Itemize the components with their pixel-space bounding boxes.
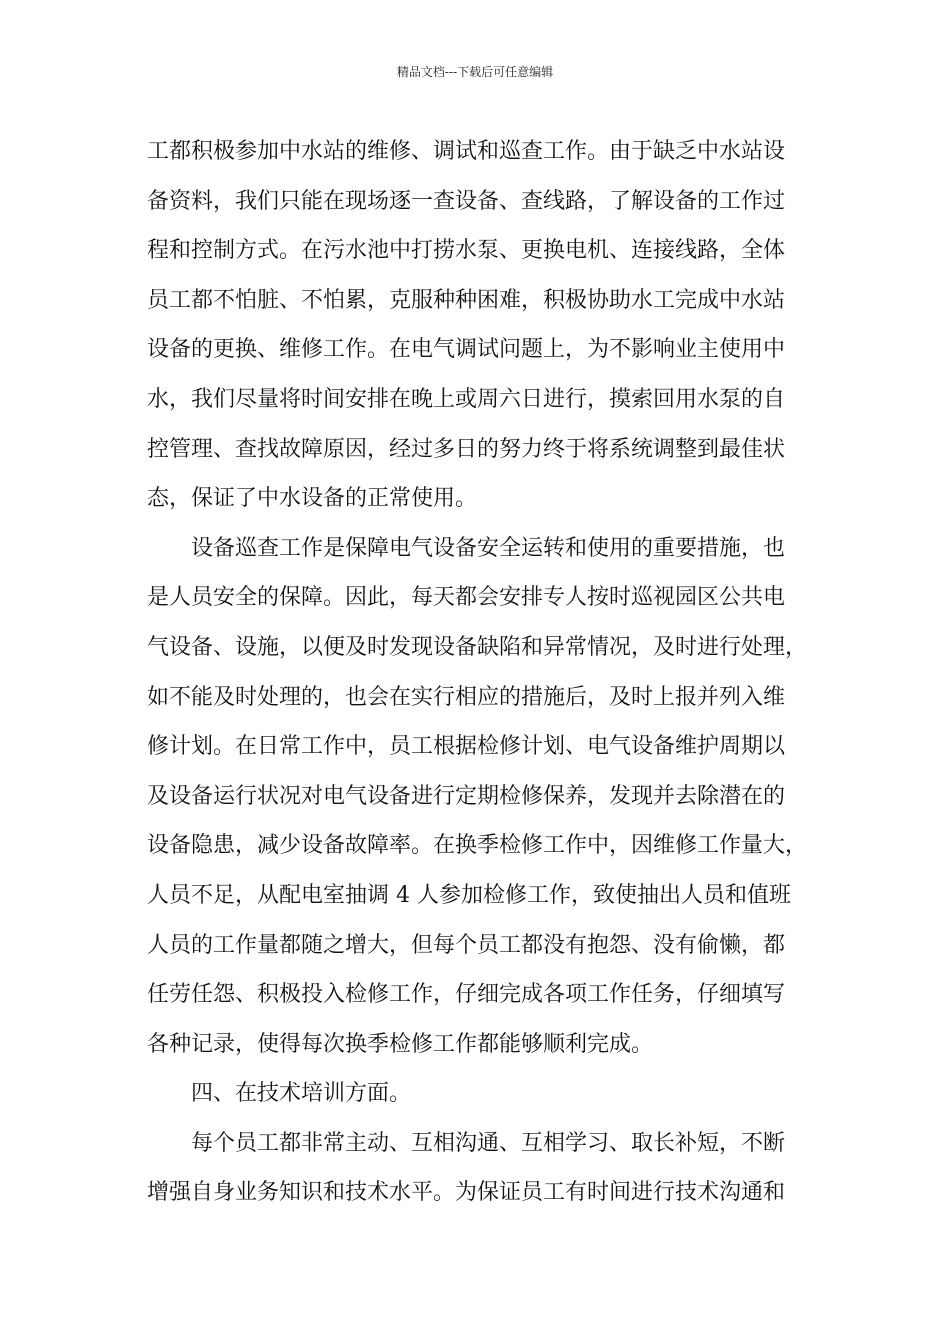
text-line: 增强自身业务知识和技术水平。为保证员工有时间进行技术沟通和 — [147, 1180, 786, 1206]
text-line: 水，我们尽量将时间安排在晚上或周六日进行，摸索回用水泵的自 — [147, 386, 786, 412]
text-line: 控管理、查找故障原因，经过多日的努力终于将系统调整到最佳状 — [147, 436, 786, 462]
text-line: 设备的更换、维修工作。在电气调试问题上，为不影响业主使用中 — [147, 337, 786, 363]
text-line: 是人员安全的保障。因此，每天都会安排专人按时巡视园区公共电 — [147, 585, 786, 611]
text-line: 设备隐患，减少设备故障率。在换季检修工作中，因维修工作量大， — [147, 833, 808, 859]
text-line: 及设备运行状况对电气设备进行定期检修保养，发现并去除潜在的 — [147, 783, 786, 809]
text-line: 各种记录，使得每次换季检修工作都能够顺利完成。 — [147, 1031, 654, 1057]
text-line: 修计划。在日常工作中，员工根据检修计划、电气设备维护周期以 — [147, 734, 786, 760]
text-line: 备资料，我们只能在现场逐一查设备、查线路，了解设备的工作过 — [147, 188, 786, 214]
text-line: 程和控制方式。在污水池中打捞水泵、更换电机、连接线路，全体 — [147, 238, 786, 264]
text-line: 人员的工作量都随之增大，但每个员工都没有抱怨、没有偷懒，都 — [147, 932, 786, 958]
text-line: 工都积极参加中水站的维修、调试和巡查工作。由于缺乏中水站设 — [147, 139, 786, 164]
text-line: 人员不足，从配电室抽调 4 人参加检修工作，致使抽出人员和值班 — [147, 882, 791, 908]
page-header: 精品文档---下载后可任意编辑 — [396, 65, 554, 79]
body-text — [147, 127, 827, 1218]
text-line: 任劳任怨、积极投入检修工作，仔细完成各项工作任务，仔细填写 — [147, 982, 786, 1008]
text-line: 如不能及时处理的，也会在实行相应的措施后，及时上报并列入维 — [147, 684, 786, 710]
section-heading: 四、在技术培训方面。 — [191, 1081, 412, 1107]
paragraph-first-line: 设备巡查工作是保障电气设备安全运转和使用的重要措施，也 — [191, 535, 786, 561]
text-line: 气设备、设施，以便及时发现设备缺陷和异常情况，及时进行处理， — [147, 634, 808, 660]
paragraph-first-line: 每个员工都非常主动、互相沟通、互相学习、取长补短，不断 — [191, 1130, 786, 1156]
text-line: 态，保证了中水设备的正常使用。 — [147, 486, 478, 512]
text-line: 员工都不怕脏、不怕累，克服种种困难，积极协助水工完成中水站 — [147, 287, 786, 313]
